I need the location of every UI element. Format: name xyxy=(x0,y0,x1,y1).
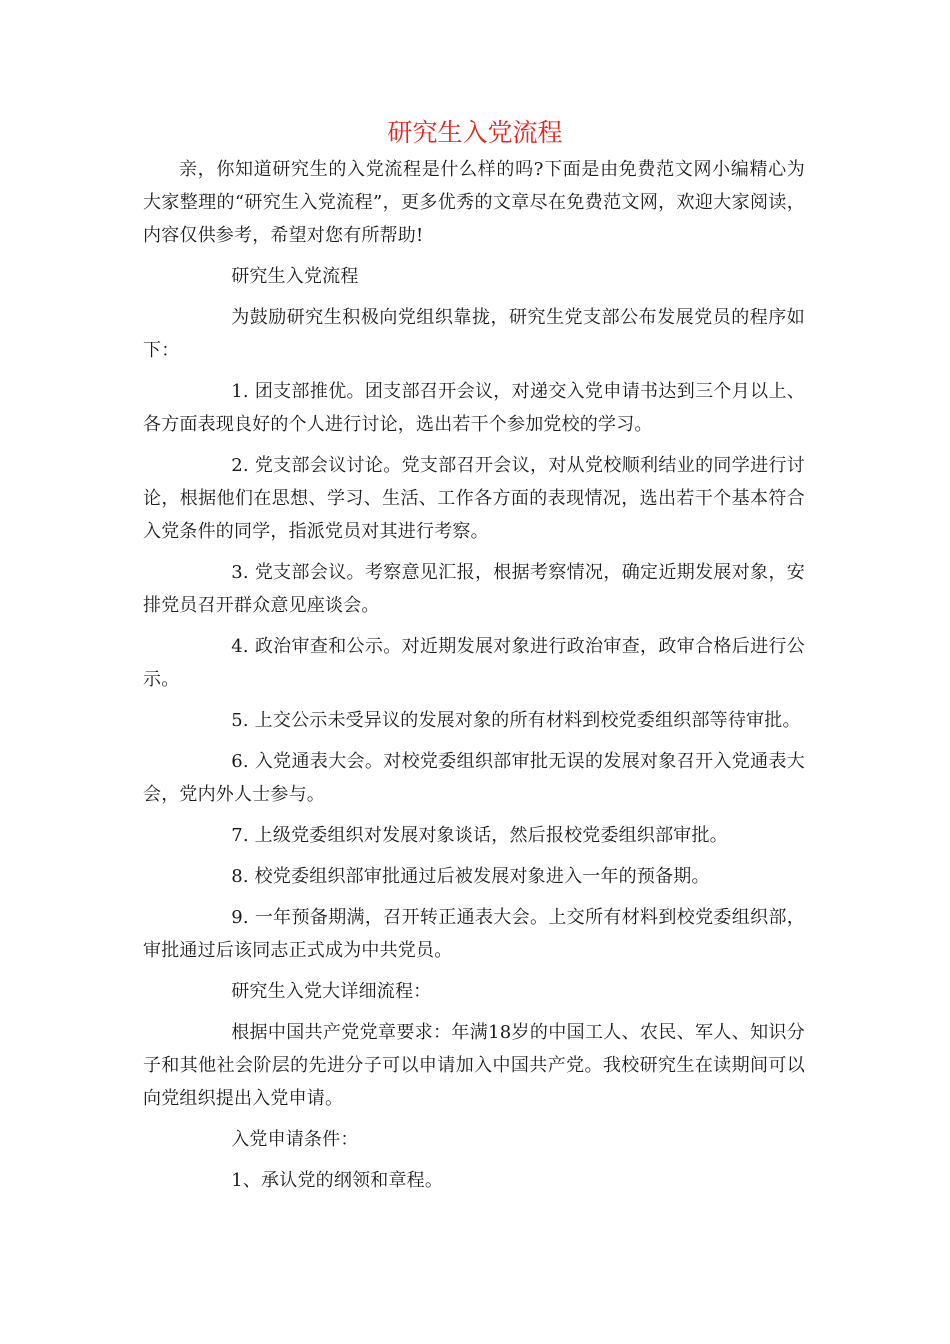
step-7: 7. 上级党委组织对发展对象谈话，然后报校党委组织部审批。 xyxy=(231,825,728,846)
paragraph-charter-requirement: 根据中国共产党党章要求：年满18岁的中国工人、农民、军人、知识分子和其他社会阶层的先进分子可以申请加入中国共产党。我校研究生在读期间可以向党组织提出入党申请。 xyxy=(143,1022,805,1109)
section-heading-conditions: 入党申请条件： xyxy=(231,1129,359,1150)
step-6: 6. 入党通表大会。对校党委组织部审批无误的发展对象召开入党通表大会，党内外人士参与。 xyxy=(143,751,805,805)
condition-1: 1、承认党的纲领和章程。 xyxy=(231,1170,444,1191)
intro-paragraph: 亲，你知道研究生的入党流程是什么样的吗?下面是由免费范文网小编精心为大家整理的“研究生入党流程”，更多优秀的文章尽在免费范文网，欢迎大家阅读，内容仅供参考，希望对您有所帮助! xyxy=(143,159,805,246)
document-body xyxy=(143,153,805,1197)
paragraph-procedure-intro: 为鼓励研究生积极向党组织靠拢，研究生党支部公布发展党员的程序如下： xyxy=(143,307,805,361)
step-1: 1. 团支部推优。团支部召开会议，对递交入党申请书达到三个月以上、各方面表现良好的个人进行讨论，选出若干个参加党校的学习。 xyxy=(143,381,805,435)
step-2: 2. 党支部会议讨论。党支部召开会议，对从党校顺利结业的同学进行讨论，根据他们在思想、学习、生活、工作各方面的表现情况，选出若干个基本符合入党条件的同学，指派党员对其进行考察。 xyxy=(143,455,805,542)
step-8: 8. 校党委组织部审批通过后被发展对象进入一年的预备期。 xyxy=(231,866,710,887)
step-5: 5. 上交公示未受异议的发展对象的所有材料到校党委组织部等待审批。 xyxy=(231,710,801,731)
step-9: 9. 一年预备期满，召开转正通表大会。上交所有材料到校党委组织部，审批通过后该同志正式成为中共党员。 xyxy=(143,907,805,961)
step-4: 4. 政治审查和公示。对近期发展对象进行政治审查，政审合格后进行公示。 xyxy=(143,636,805,690)
document-title: 研究生入党流程 xyxy=(387,118,563,147)
section-heading-detailed: 研究生入党大详细流程： xyxy=(231,981,432,1002)
section-heading-process: 研究生入党流程 xyxy=(231,266,359,287)
step-3: 3. 党支部会议。考察意见汇报，根据考察情况，确定近期发展对象，安排党员召开群众意见座谈会。 xyxy=(143,562,805,616)
